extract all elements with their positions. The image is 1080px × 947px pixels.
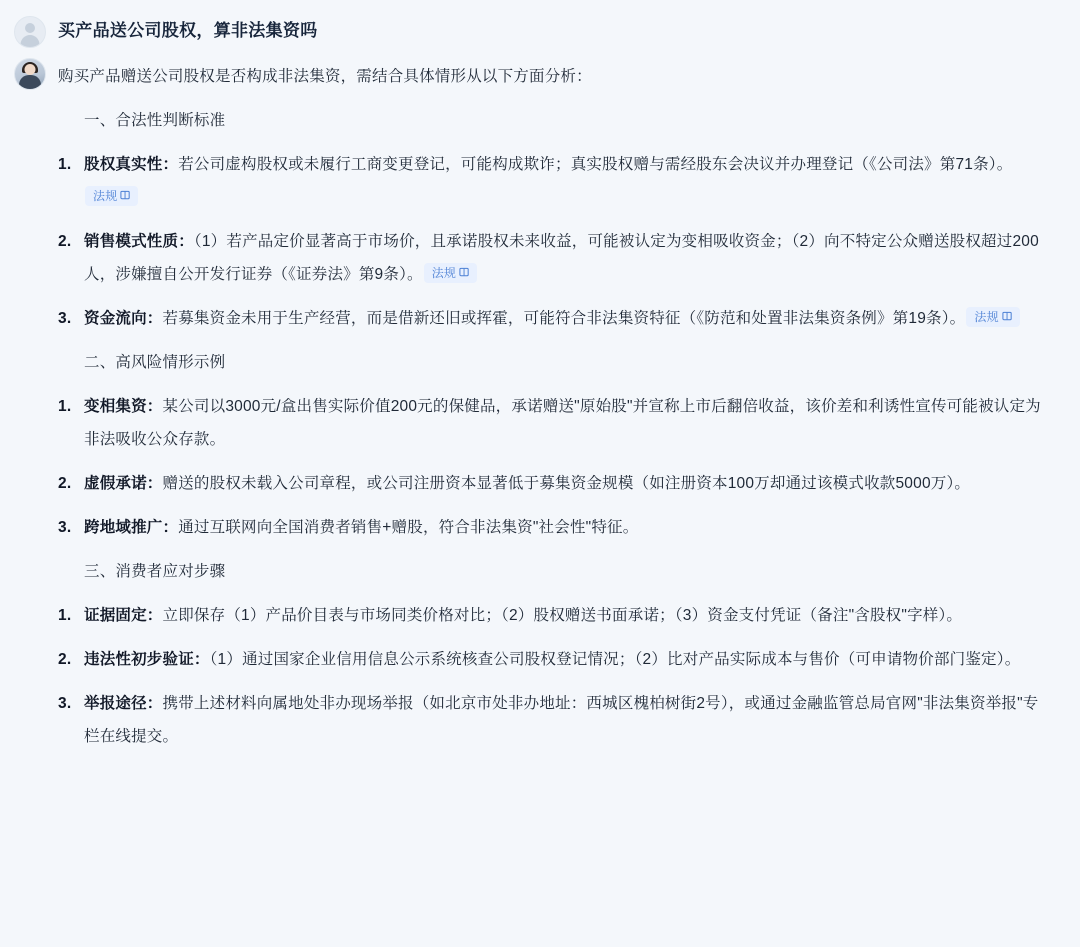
section-heading-1: 一、合法性判断标准 xyxy=(84,112,226,129)
list-item-lead: 股权真实性： xyxy=(84,156,179,173)
book-icon xyxy=(459,267,470,278)
regulation-tag[interactable] xyxy=(85,186,138,206)
book-icon xyxy=(1002,311,1013,322)
list-item xyxy=(58,302,1052,335)
regulation-tag-label: 法规 xyxy=(431,266,457,280)
list-item xyxy=(58,599,1052,632)
question-block xyxy=(14,10,1052,58)
regulation-tag-label: 法规 xyxy=(93,189,118,203)
list-item-text: 赠送的股权未载入公司章程，或公司注册资本显著低于募集资金规模（如注册资本100万却通过该模式收款5000万）。 xyxy=(162,475,971,492)
avatar-body xyxy=(21,35,40,47)
list-item-text: 若募集资金未用于生产经营，而是借新还旧或挥霍，可能符合非法集资特征（《防范和处置非法集资条例》第19条）。 xyxy=(162,310,966,327)
list-item-text: 通过互联网向全国消费者销售+赠股，符合非法集资"社会性"特征。 xyxy=(178,519,639,536)
book-icon xyxy=(120,190,131,201)
list-item-lead: 销售模式性质： xyxy=(84,233,194,250)
list-item-lead: 证据固定： xyxy=(84,607,163,624)
list-item-number: 2. xyxy=(58,233,72,250)
list-item-lead: 跨地域推广： xyxy=(84,519,179,536)
list-item-number: 1. xyxy=(58,398,72,415)
answer-intro: 购买产品赠送公司股权是否构成非法集资，需结合具体情形从以下方面分析： xyxy=(58,68,592,85)
list-item-number: 3. xyxy=(58,695,72,712)
list-item xyxy=(58,467,1052,500)
avatar-head xyxy=(25,23,35,33)
list-item-number: 3. xyxy=(58,310,72,327)
list-item-number: 1. xyxy=(58,156,72,173)
regulation-tag[interactable] xyxy=(424,263,477,283)
regulation-tag-label: 法规 xyxy=(974,310,999,324)
list-item xyxy=(58,511,1052,544)
list-item xyxy=(58,643,1052,676)
list-item-number: 2. xyxy=(58,475,72,492)
list-item-number: 1. xyxy=(58,607,72,624)
list-item xyxy=(58,390,1052,456)
user-avatar xyxy=(14,16,46,48)
list-item-lead: 变相集资： xyxy=(84,398,163,415)
list-item-lead: 违法性初步验证： xyxy=(84,651,210,668)
list-item-text: （1）若产品定价显著高于市场价，且承诺股权未来收益，可能被认定为变相吸收资金；（2）向不特定公众赠送股权超过200人，涉嫌擅自公开发行证券（《证券法》第9条）。 xyxy=(84,233,1039,283)
list-item-number: 3. xyxy=(58,519,72,536)
list-item-lead: 资金流向： xyxy=(84,310,163,327)
list-item-text: （1）通过国家企业信用信息公示系统核查公司股权登记情况；（2）比对产品实际成本与售价（可申请物价部门鉴定）。 xyxy=(209,651,1021,668)
section-heading-2: 二、高风险情形示例 xyxy=(84,354,226,371)
list-item-text: 若公司虚构股权或未履行工商变更登记，可能构成欺诈；真实股权赠与需经股东会决议并办理登记（《公司法》第71条）。 xyxy=(178,156,1013,173)
avatar-body xyxy=(19,75,41,89)
avatar-head xyxy=(25,64,36,75)
list-item-number: 2. xyxy=(58,651,72,668)
list-item-text: 立即保存（1）产品价目表与市场同类价格对比；（2）股权赠送书面承诺；（3）资金支付凭证（备注"含股权"字样）。 xyxy=(162,607,963,624)
regulation-tag[interactable] xyxy=(966,307,1019,327)
answer-content xyxy=(58,58,1052,764)
list-item-lead: 举报途径： xyxy=(84,695,163,712)
list-item xyxy=(58,225,1052,291)
list-item xyxy=(58,148,1052,214)
section-heading-3: 三、消费者应对步骤 xyxy=(84,563,226,580)
list-item-text: 携带上述材料向属地处非办现场举报（如北京市处非办地址：西城区槐柏树街2号），或通过金融监管总局官网"非法集资举报"专栏在线提交。 xyxy=(84,695,1039,745)
assistant-avatar xyxy=(14,58,46,90)
list-item-text: 某公司以3000元/盒出售实际价值200元的保健品，承诺赠送"原始股"并宣称上市后翻倍收益，该价差和利诱性宣传可能被认定为非法吸收公众存款。 xyxy=(84,398,1041,448)
answer-block xyxy=(14,58,1052,764)
list-item xyxy=(58,687,1052,753)
question-title: 买产品送公司股权，算非法集资吗 xyxy=(58,21,318,40)
list-item-lead: 虚假承诺： xyxy=(84,475,163,492)
